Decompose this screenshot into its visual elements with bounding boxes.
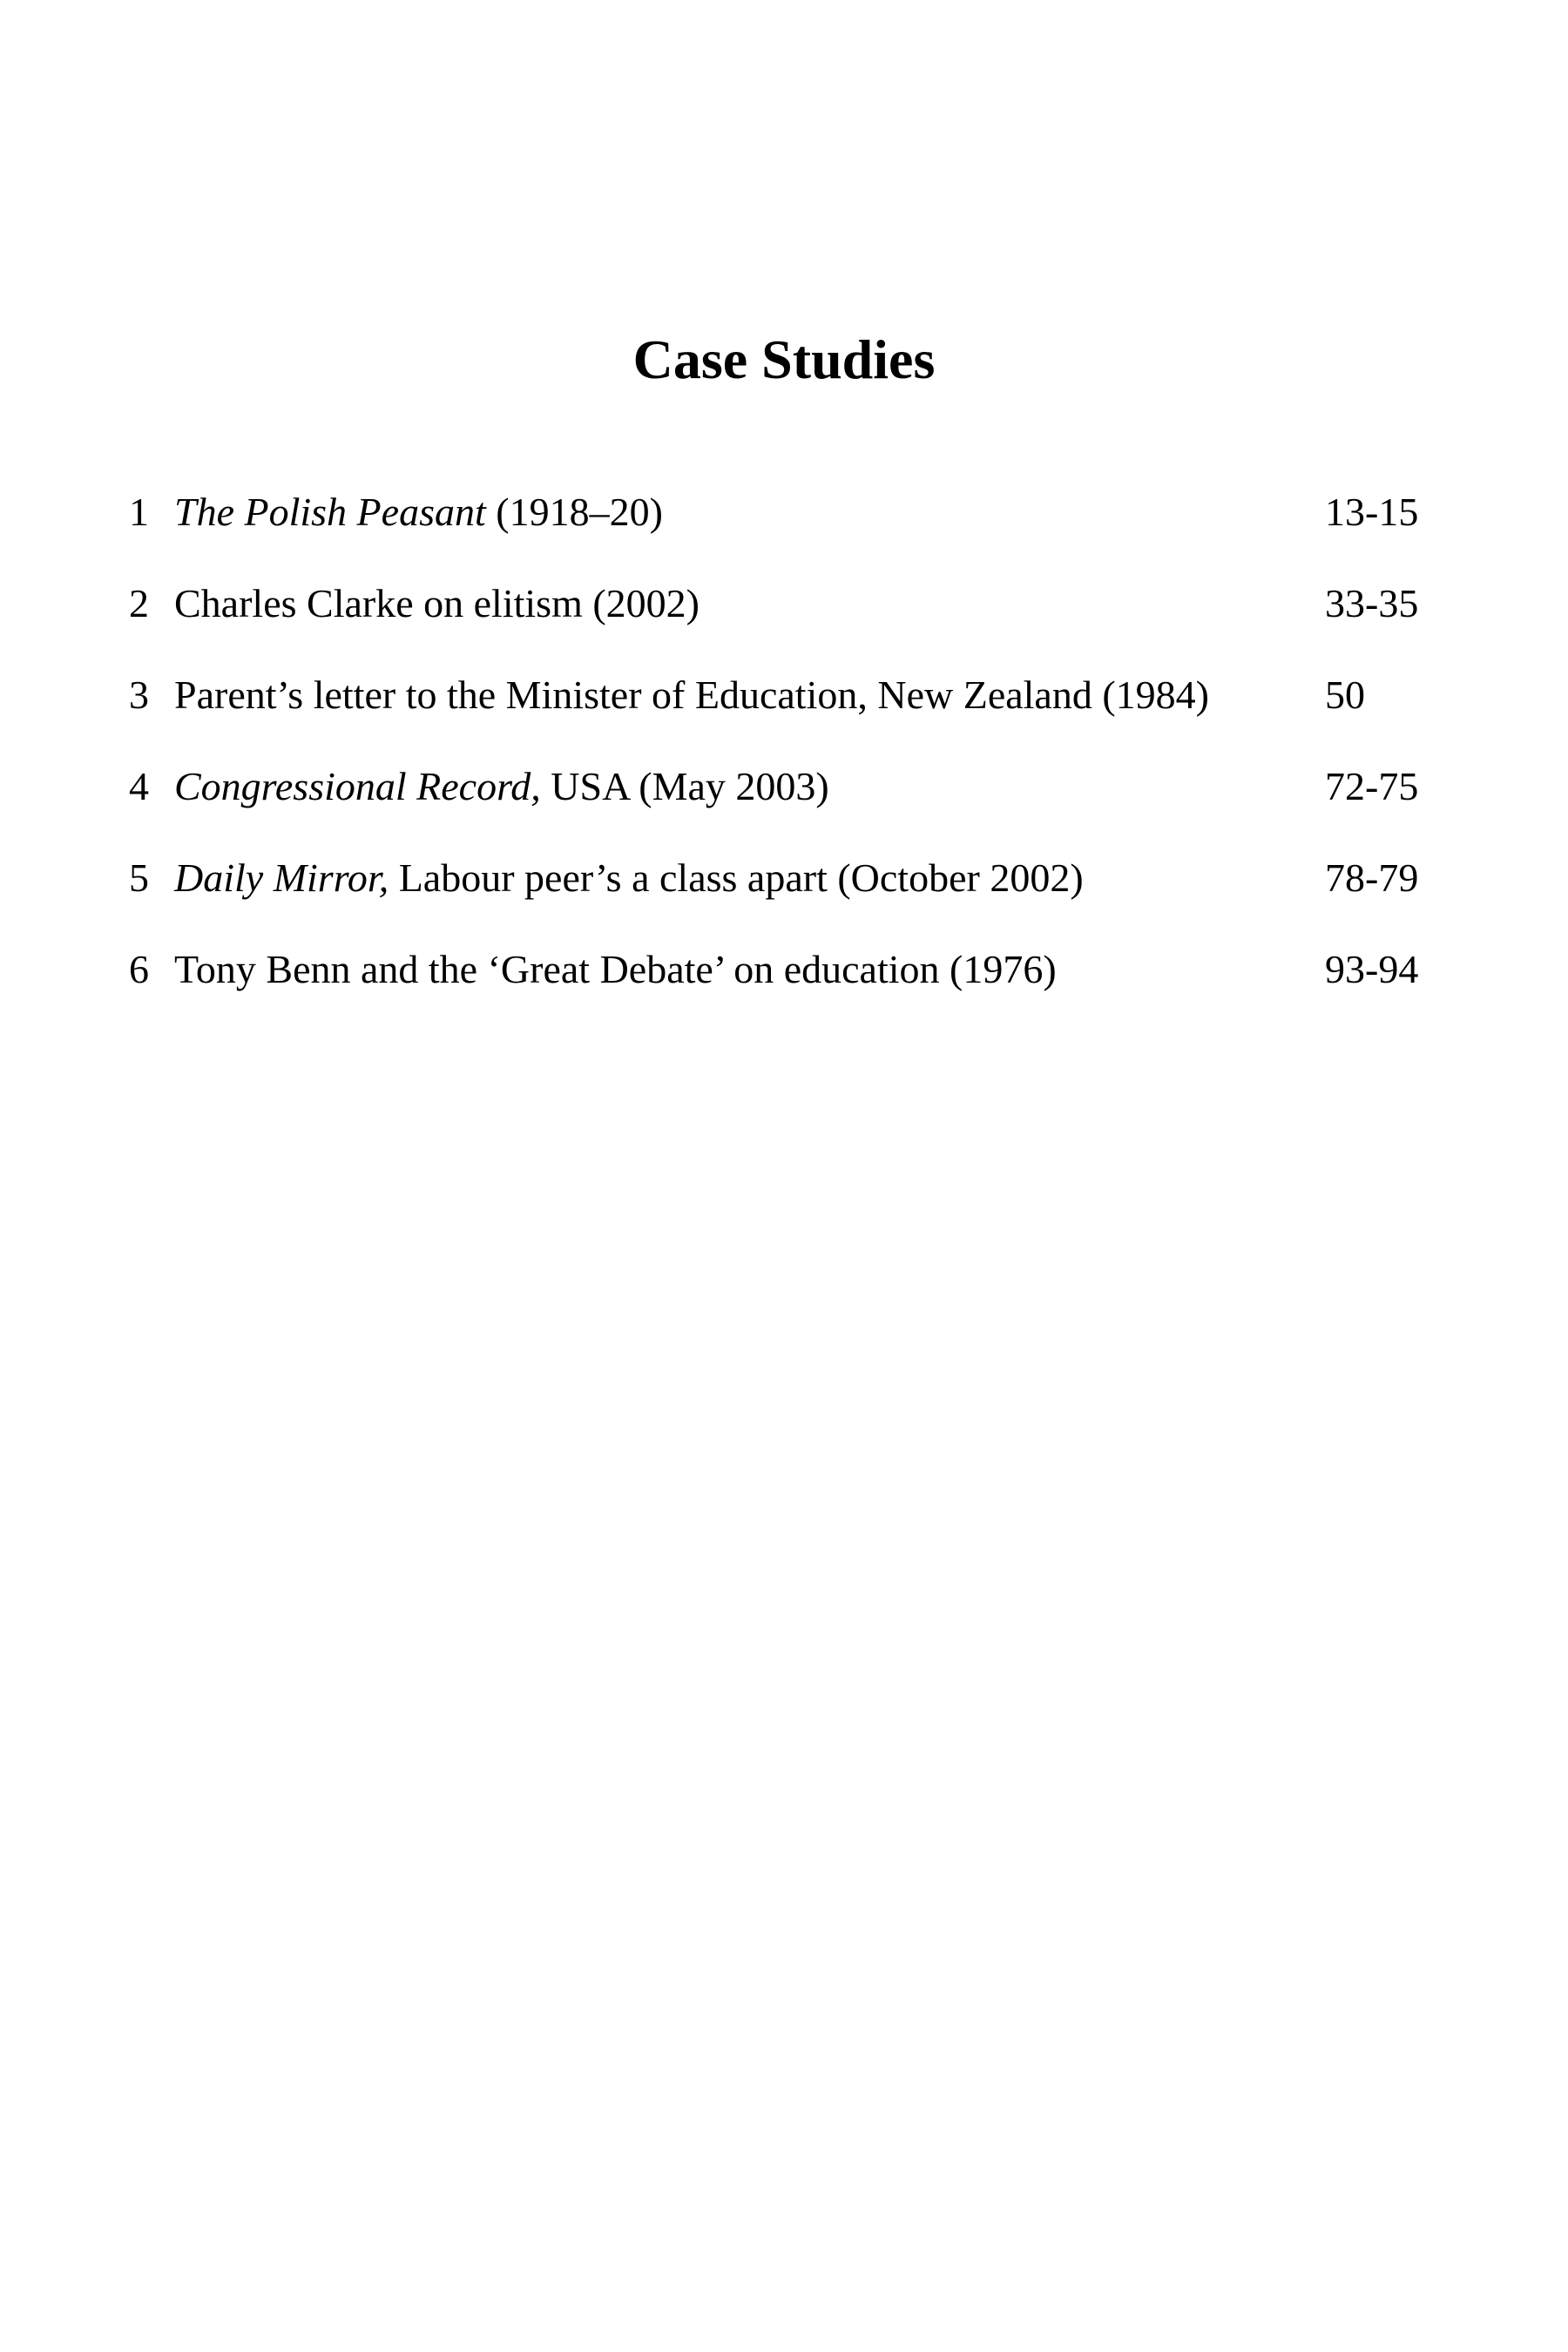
entry-title-text: Labour peer’s a class apart (October 2002) bbox=[389, 855, 1084, 900]
entry-title bbox=[174, 756, 829, 817]
entry-pages: 13-15 bbox=[1325, 490, 1419, 534]
entry-title bbox=[174, 665, 1209, 726]
entry-title-text: Tony Benn and the ‘Great Debate’ on education (1976) bbox=[174, 947, 1057, 991]
entry-pages: 93-94 bbox=[1325, 947, 1419, 991]
entry-title-text: (1918–20) bbox=[485, 490, 663, 534]
entry-title-italic: The Polish Peasant bbox=[174, 490, 486, 534]
contents-list bbox=[129, 482, 1479, 1031]
entry-title bbox=[174, 482, 663, 543]
list-item bbox=[129, 939, 1479, 1031]
entry-title bbox=[174, 939, 1057, 1000]
entry-title-text: USA (May 2003) bbox=[540, 764, 829, 808]
entry-number: 1 bbox=[129, 490, 149, 534]
page-title: Case Studies bbox=[632, 328, 936, 390]
entry-pages: 33-35 bbox=[1325, 581, 1419, 625]
list-item bbox=[129, 573, 1479, 665]
list-item bbox=[129, 848, 1479, 939]
list-item bbox=[129, 665, 1479, 756]
list-item bbox=[129, 482, 1479, 573]
entry-title-italic: Congressional Record, bbox=[174, 764, 541, 808]
entry-number: 3 bbox=[129, 672, 149, 717]
entry-number: 2 bbox=[129, 581, 149, 625]
entry-title bbox=[174, 848, 1084, 909]
entry-number: 5 bbox=[129, 855, 149, 900]
entry-pages: 50 bbox=[1325, 672, 1365, 717]
entry-title bbox=[174, 573, 700, 634]
entry-pages: 72-75 bbox=[1325, 764, 1419, 808]
entry-number: 4 bbox=[129, 764, 149, 808]
list-item bbox=[129, 756, 1479, 848]
entry-number: 6 bbox=[129, 947, 149, 991]
entry-pages: 78-79 bbox=[1325, 855, 1419, 900]
entry-title-text: Parent’s letter to the Minister of Education, New Zealand (1984) bbox=[174, 672, 1209, 717]
entry-title-text: Charles Clarke on elitism (2002) bbox=[174, 581, 700, 625]
entry-title-italic: Daily Mirror, bbox=[174, 855, 389, 900]
